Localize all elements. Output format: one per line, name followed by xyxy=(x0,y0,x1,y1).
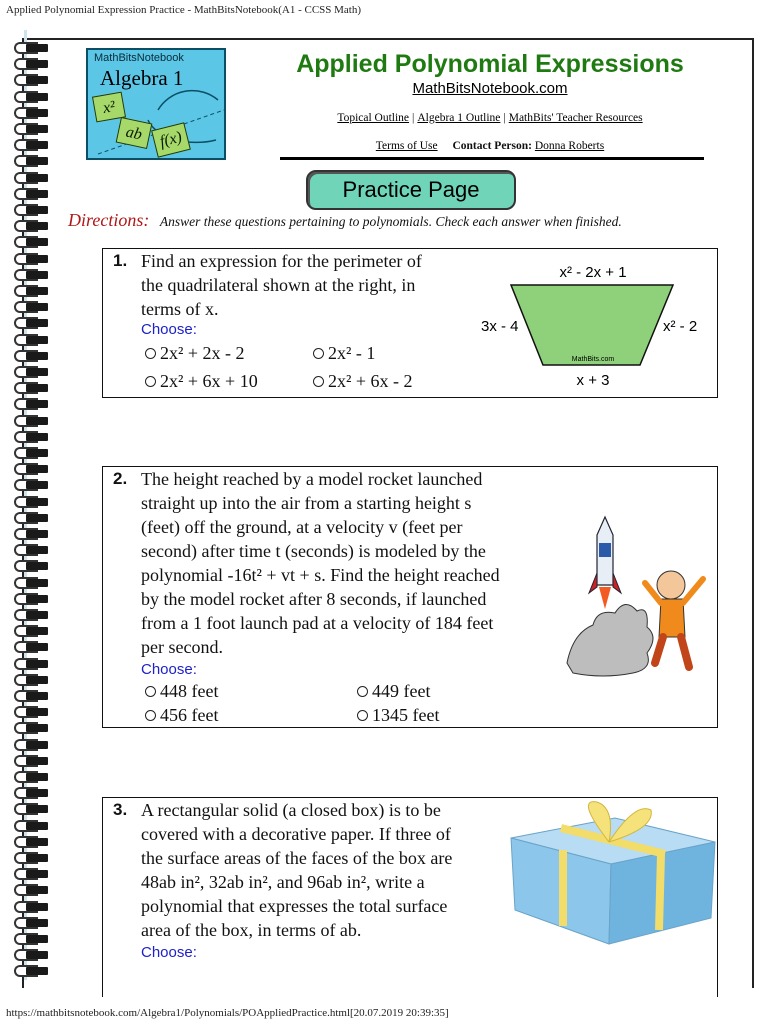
answer-option[interactable] xyxy=(357,705,439,726)
logo-subject: Algebra 1 xyxy=(100,66,184,90)
person-head xyxy=(657,571,685,599)
side-label-left: 3x - 4 xyxy=(481,318,519,335)
directions xyxy=(68,210,622,231)
choose-label: Choose: xyxy=(141,944,197,961)
practice-page-button[interactable] xyxy=(306,170,516,210)
question-line: by the model rocket after 8 seconds, if launched xyxy=(141,589,487,609)
radio-button[interactable] xyxy=(145,686,156,697)
option-label: 2x² + 6x + 10 xyxy=(160,371,258,391)
side-label-bottom: x + 3 xyxy=(576,372,610,387)
question-line: straight up into the air from a starting height s xyxy=(141,493,472,513)
smoke-cloud xyxy=(567,604,653,676)
question-2 xyxy=(102,466,718,728)
answer-option[interactable] xyxy=(313,371,413,392)
algebra-outline-link[interactable]: Algebra 1 Outline xyxy=(417,112,501,124)
question-1 xyxy=(102,248,718,398)
teacher-resources-link[interactable]: MathBits' Teacher Resources xyxy=(508,112,643,124)
question-line: from a 1 foot launch pad at a velocity of 184 feet xyxy=(141,613,494,633)
contact-line xyxy=(280,140,700,152)
question-number: 2. xyxy=(113,469,128,488)
question-3 xyxy=(102,797,718,997)
quadrilateral-shape xyxy=(511,285,673,365)
site-link[interactable]: MathBitsNotebook.com xyxy=(412,80,568,97)
practice-page-label: Practice Page xyxy=(342,177,480,202)
figure-watermark: MathBits.com xyxy=(571,356,615,363)
logo-tile-ab: ab xyxy=(116,117,153,149)
question-line: A rectangular solid (a closed box) is to be xyxy=(141,800,441,820)
rocket-illustration xyxy=(563,513,713,683)
radio-button[interactable] xyxy=(357,710,368,721)
option-label: 2x² + 6x - 2 xyxy=(328,371,413,391)
rocket-window xyxy=(599,543,611,557)
question-text xyxy=(141,467,500,659)
directions-label: Directions: xyxy=(68,210,150,230)
radio-button[interactable] xyxy=(313,348,324,359)
question-number: 1. xyxy=(113,251,128,270)
question-line: the surface areas of the faces of the box are xyxy=(141,848,453,868)
question-line: The height reached by a model rocket launched xyxy=(141,469,483,489)
answer-option[interactable] xyxy=(145,343,245,364)
option-label: 2x² + 2x - 2 xyxy=(160,343,245,363)
gift-box-illustration xyxy=(505,798,719,948)
question-line: per second. xyxy=(141,637,223,657)
contact-label: Contact Person: xyxy=(452,140,532,152)
answer-option[interactable] xyxy=(145,371,258,392)
side-label-top: x² - 2x + 1 xyxy=(559,264,627,281)
logo-tile-x-squared: x² xyxy=(92,92,126,123)
question-line: the quadrilateral shown at the right, in xyxy=(141,275,416,295)
radio-button[interactable] xyxy=(357,686,368,697)
nav-links xyxy=(280,112,700,124)
question-line: Find an expression for the perimeter of xyxy=(141,251,422,271)
topical-outline-link[interactable]: Topical Outline xyxy=(337,112,410,124)
question-line: area of the box, in terms of ab. xyxy=(141,920,362,940)
page-title: Applied Polynomial Expressions xyxy=(296,50,684,78)
print-footer: https://mathbitsnotebook.com/Algebra1/Polynomials/POAppliedPractice.html[20.07.2019 20:39:35] xyxy=(6,1007,449,1019)
question-number: 3. xyxy=(113,800,128,819)
quadrilateral-figure xyxy=(475,257,715,387)
answer-option[interactable] xyxy=(357,681,430,702)
answer-option[interactable] xyxy=(313,343,375,364)
question-line: second) after time t (seconds) is modeled by the xyxy=(141,541,486,561)
question-line: terms of x. xyxy=(141,299,219,319)
directions-text: Answer these questions pertaining to polynomials. Check each answer when finished. xyxy=(159,214,622,229)
logo-tile-fx: f(x) xyxy=(151,122,191,157)
side-label-right: x² - 2 xyxy=(663,318,698,335)
rocket-flame xyxy=(599,587,611,609)
question-line: (feet) off the ground, at a velocity v (feet per xyxy=(141,517,463,537)
question-line: polynomial that expresses the total surface xyxy=(141,896,448,916)
terms-of-use-link[interactable]: Terms of Use xyxy=(375,140,438,152)
print-header: Applied Polynomial Expression Practice - MathBitsNotebook(A1 - CCSS Math) xyxy=(6,4,362,16)
radio-button[interactable] xyxy=(145,376,156,387)
logo-brand: MathBitsNotebook xyxy=(94,52,184,64)
question-text xyxy=(141,249,422,321)
question-text xyxy=(141,798,452,942)
link-separator: | xyxy=(412,112,415,124)
answer-option[interactable] xyxy=(145,681,218,702)
header-rule xyxy=(280,157,704,160)
question-line: polynomial -16t² + vt + s. Find the height reached xyxy=(141,565,500,585)
person-legs xyxy=(655,637,689,667)
choose-label: Choose: xyxy=(141,661,197,678)
option-label: 449 feet xyxy=(372,681,431,701)
option-label: 456 feet xyxy=(160,705,219,725)
choose-label: Choose: xyxy=(141,321,197,338)
option-label: 448 feet xyxy=(160,681,219,701)
radio-button[interactable] xyxy=(313,376,324,387)
option-label: 1345 feet xyxy=(372,705,440,725)
link-separator: | xyxy=(503,112,506,124)
contact-name-link[interactable]: Donna Roberts xyxy=(534,140,605,152)
question-line: covered with a decorative paper. If three of xyxy=(141,824,451,844)
radio-button[interactable] xyxy=(145,348,156,359)
radio-button[interactable] xyxy=(145,710,156,721)
algebra-logo[interactable] xyxy=(86,48,226,160)
answer-option[interactable] xyxy=(145,705,218,726)
question-line: 48ab in², 32ab in², and 96ab in², write a xyxy=(141,872,425,892)
option-label: 2x² - 1 xyxy=(328,343,376,363)
